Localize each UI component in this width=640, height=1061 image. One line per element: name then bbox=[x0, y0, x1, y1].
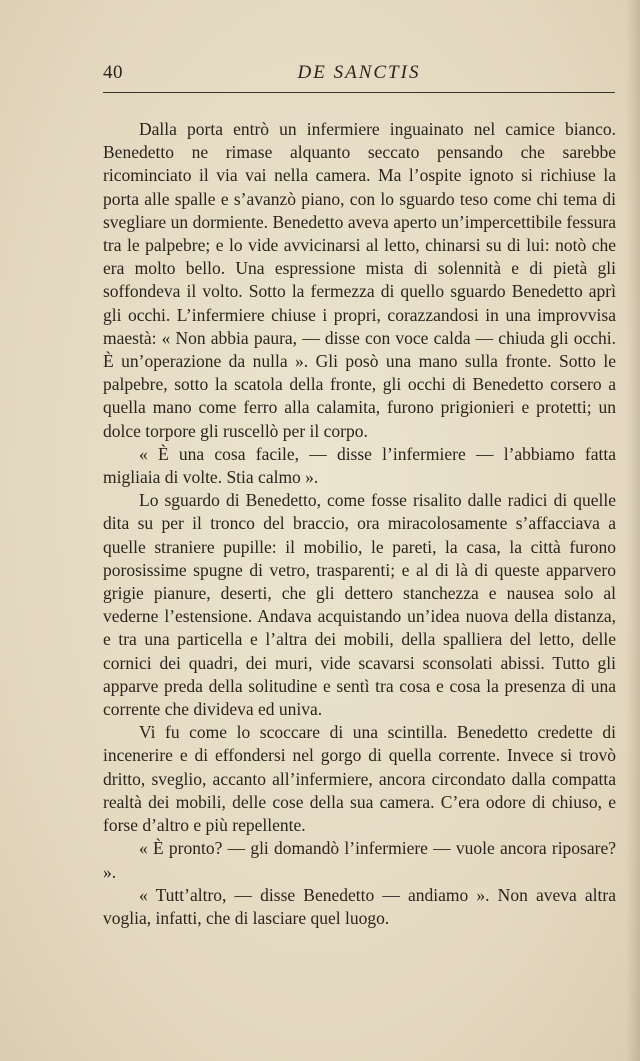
paragraph-1: Dalla porta entrò un infermiere inguainato nel camice bianco. Benedetto ne rimase alquanto seccato pensando che sarebbe ricominciato il via vai nella camera. Ma l’ospite ignoto si richiuse la porta alle spalle e s’avanzò piano, con lo sguardo teso come chi tema di svegliare un dormiente. Benedetto aveva aperto un’impercettibile fessura tra le palpebre; e lo vide avvicinarsi al letto, chinarsi su di lui: notò che era molto bello. Una espressione mista di solennità e di pietà gli soffondeva il volto. Sotto la fermezza di quello sguardo Benedetto aprì gli occhi. L’infermiere chiuse i propri, corazzandosi in una improvvisa maestà: « Non abbia paura, — disse con voce calda — chiuda gli occhi. È un’operazione da nulla ». Gli posò una mano sulla fronte. Sotto le palpebre, sotto la scatola della fronte, gli occhi di Benedetto corsero a quella mano come ferro alla calamita, furono prigionieri e protetti; un dolce torpore gli ruscellò per il corpo. bbox=[103, 119, 616, 441]
paragraph-6: « Tutt’altro, — disse Benedetto — andiamo ». Non aveva altra voglia, infatti, che di lasciare quel luogo. bbox=[103, 884, 616, 928]
paragraph-4: Vi fu come lo scoccare di una scintilla. Benedetto credette di incenerire e di effondersi nel gorgo di quella corrente. Invece si trovò dritto, sveglio, accanto all’infermiere, ancora circondato dalla compatta realtà dei mobili, delle cose della sua camera. C’era odore di chiuso, e forse d’altro e più repellente. bbox=[103, 722, 616, 836]
body-text bbox=[103, 118, 616, 930]
paragraph-3: Lo sguardo di Benedetto, come fosse risalito dalle radici di quelle dita su per il tronco del braccio, ora miracolosamente s’affacciava a quelle straniere pupille: il mobilio, le pareti, la casa, la città furono porosissime spugne di vetro, trasparenti; e al di là di queste apparvero grigie pianure, deserti, che gli dettero stanchezza e nausea solo al vederne l’estensione. Andava acquistando un’idea nuova della distanza, e tra una particella e l’altra dei mobili, della spalliera del letto, delle cornici dei quadri, dei muri, vide scavarsi sconsolati abissi. Tutto gli apparve preda della solitudine e sentì tra cosa e cosa la presenza di una corrente che divideva ed univa. bbox=[103, 490, 616, 720]
paragraph-5: « È pronto? — gli domandò l’infermiere — vuole ancora riposare? ». bbox=[103, 838, 616, 882]
running-head bbox=[103, 58, 615, 93]
page-edge-shadow bbox=[626, 0, 640, 1061]
page-number: 40 bbox=[103, 62, 123, 83]
running-title: DE SANCTIS bbox=[297, 62, 421, 83]
paragraph-2: « È una cosa facile, — disse l’infermiere — l’abbiamo fatta migliaia di volte. Stia calmo ». bbox=[103, 443, 616, 488]
